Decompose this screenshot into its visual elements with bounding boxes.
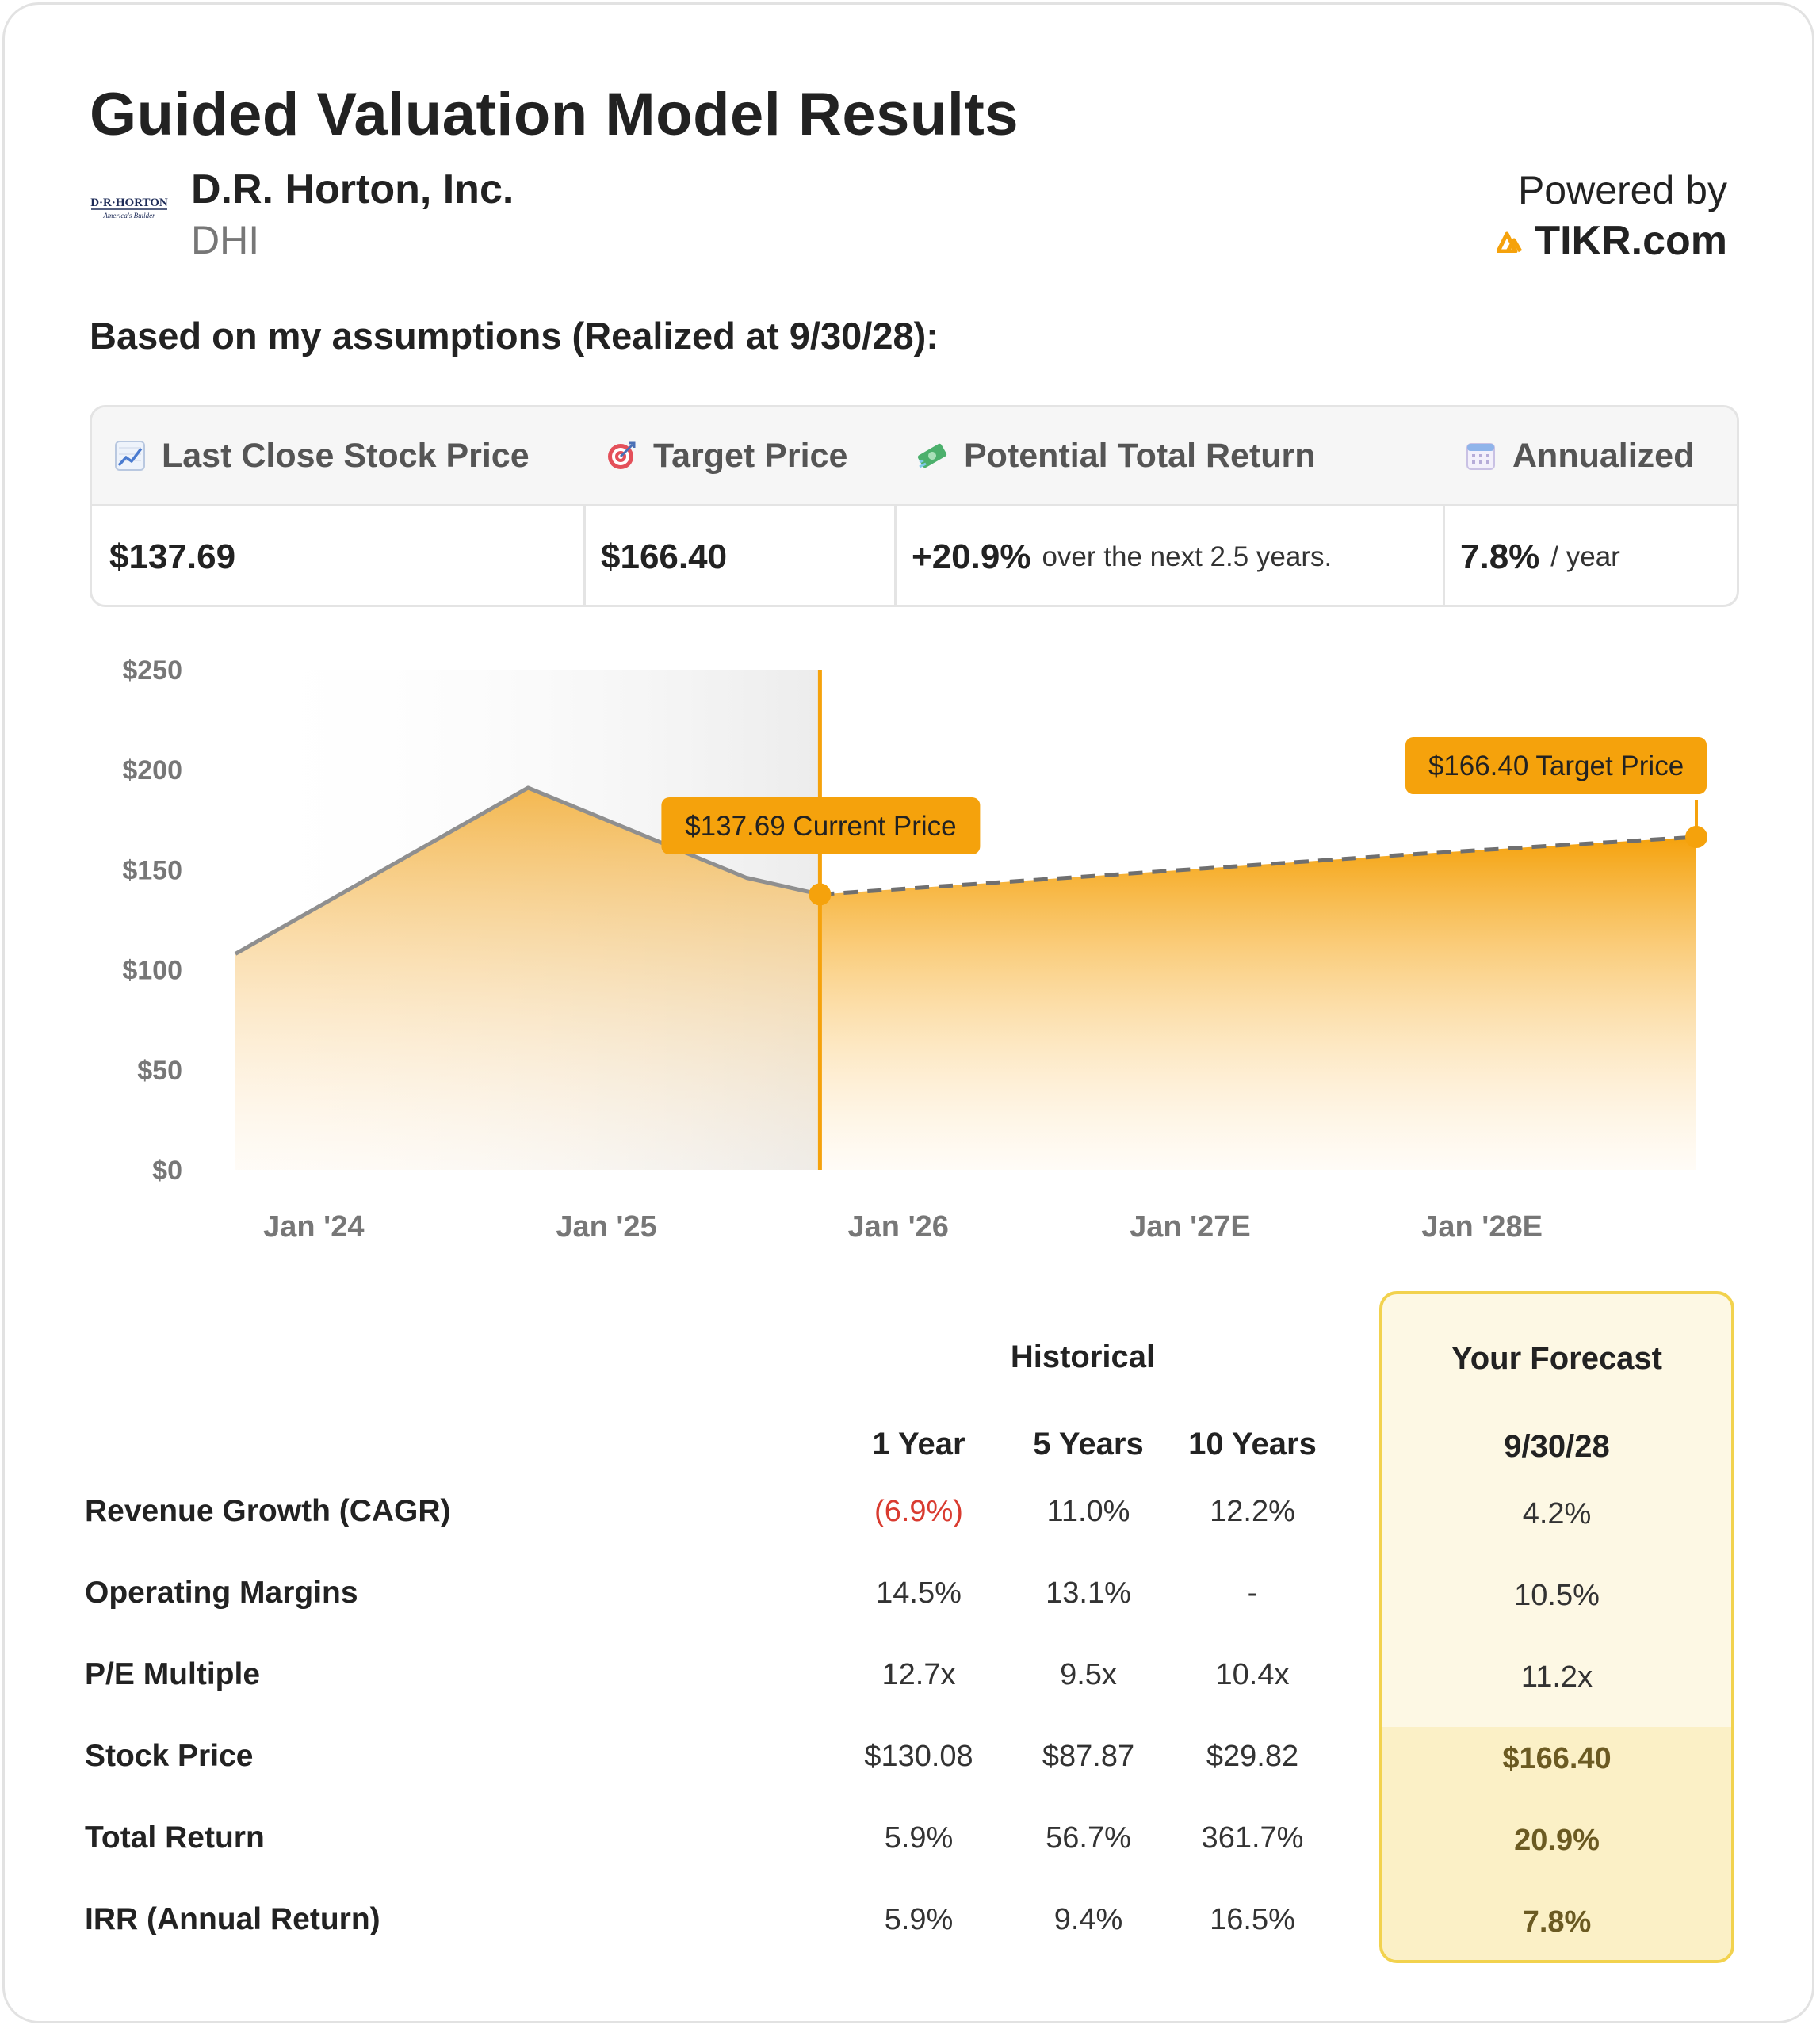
target-label: Target Price bbox=[653, 436, 848, 475]
assumptions-subtitle: Based on my assumptions (Realized at 9/30/28): bbox=[90, 315, 939, 357]
total-return-label: Potential Total Return bbox=[964, 436, 1316, 475]
current-price-callout-text: $137.69 Current Price bbox=[685, 811, 957, 842]
metric-cell: 12.2% bbox=[1210, 1495, 1295, 1528]
x-tick-label: Jan '28E bbox=[1421, 1210, 1543, 1244]
forecast-header: Your Forecast bbox=[1451, 1341, 1662, 1376]
metric-cell: - bbox=[1247, 1576, 1258, 1610]
y-tick-label: $200 bbox=[122, 755, 182, 786]
annualized-suffix: / year bbox=[1550, 541, 1620, 572]
summary-annualized bbox=[1443, 407, 1739, 605]
metric-cell: 56.7% bbox=[1046, 1821, 1131, 1855]
target-icon bbox=[606, 440, 637, 472]
x-tick-label: Jan '27E bbox=[1130, 1210, 1251, 1244]
forecast-cell: 10.5% bbox=[1514, 1579, 1600, 1612]
money-flying-icon bbox=[916, 440, 948, 472]
summary-table bbox=[90, 405, 1739, 607]
total-return-suffix: over the next 2.5 years. bbox=[1042, 541, 1332, 572]
metric-row-label: Operating Margins bbox=[85, 1576, 358, 1610]
col-10-years: 10 Years bbox=[1188, 1427, 1317, 1462]
company-ticker: DHI bbox=[191, 218, 260, 262]
metric-cell: 9.4% bbox=[1053, 1903, 1123, 1936]
metric-cell: 5.9% bbox=[884, 1903, 954, 1936]
forecast-cell: 4.2% bbox=[1522, 1497, 1592, 1530]
brand-name: TIKR.com bbox=[1535, 218, 1727, 264]
metric-cell: 14.5% bbox=[876, 1576, 962, 1610]
y-axis bbox=[122, 655, 182, 1186]
col-forecast-date: 9/30/28 bbox=[1504, 1429, 1610, 1464]
svg-text:D·R·HORTON: D·R·HORTON bbox=[90, 197, 168, 209]
y-tick-label: $0 bbox=[152, 1156, 182, 1186]
metric-cell: 361.7% bbox=[1201, 1821, 1304, 1855]
forecast-cell: 7.8% bbox=[1522, 1905, 1592, 1939]
target-price-callout bbox=[1405, 737, 1707, 848]
forecast-cell: 11.2x bbox=[1520, 1660, 1593, 1694]
forecast-column bbox=[1379, 1291, 1734, 1963]
current-price-callout-point bbox=[809, 883, 831, 905]
y-tick-label: $250 bbox=[122, 655, 182, 686]
col-5-years: 5 Years bbox=[1033, 1427, 1144, 1462]
metric-cell: 5.9% bbox=[884, 1821, 954, 1855]
historical-header: Historical bbox=[1010, 1339, 1156, 1374]
svg-text:America's Builder: America's Builder bbox=[103, 212, 155, 220]
col-1-year: 1 Year bbox=[872, 1427, 965, 1462]
page-title: Guided Valuation Model Results bbox=[90, 81, 1019, 148]
brand[interactable] bbox=[1497, 217, 1727, 265]
metric-cell: (6.9%) bbox=[874, 1495, 963, 1528]
metric-row-label: IRR (Annual Return) bbox=[85, 1902, 380, 1936]
chart-increasing-icon bbox=[114, 440, 146, 472]
metric-cell: 10.4x bbox=[1215, 1658, 1290, 1691]
summary-last-close bbox=[92, 407, 586, 605]
y-tick-label: $150 bbox=[122, 855, 182, 886]
x-tick-label: Jan '26 bbox=[847, 1210, 949, 1244]
metric-cell: $130.08 bbox=[864, 1740, 973, 1773]
powered-by-label: Powered by bbox=[1517, 168, 1727, 212]
metric-cell: 9.5x bbox=[1060, 1658, 1117, 1691]
forecast-cell: $166.40 bbox=[1502, 1742, 1612, 1775]
y-tick-label: $50 bbox=[137, 1055, 182, 1086]
total-return-value: +20.9% bbox=[912, 537, 1031, 576]
company-name: D.R. Horton, Inc. bbox=[191, 166, 514, 212]
metric-cell: 11.0% bbox=[1046, 1495, 1130, 1528]
metric-cell: 16.5% bbox=[1210, 1903, 1295, 1936]
metrics-table bbox=[0, 1284, 1820, 1981]
target-price-callout-point bbox=[1685, 826, 1707, 848]
summary-target bbox=[583, 407, 897, 605]
last-close-value: $137.69 bbox=[109, 537, 236, 576]
metric-row-label: Total Return bbox=[85, 1821, 265, 1855]
last-close-label: Last Close Stock Price bbox=[162, 436, 530, 475]
metric-cell: 12.7x bbox=[881, 1658, 956, 1691]
y-tick-label: $100 bbox=[122, 955, 182, 986]
calendar-icon bbox=[1465, 440, 1497, 472]
metric-cell: $29.82 bbox=[1206, 1740, 1299, 1773]
x-tick-label: Jan '24 bbox=[263, 1210, 365, 1244]
summary-total-return bbox=[894, 407, 1445, 605]
target-value: $166.40 bbox=[601, 537, 728, 576]
x-tick-label: Jan '25 bbox=[556, 1210, 657, 1244]
price-chart bbox=[0, 634, 1820, 1268]
forecast-cell: 20.9% bbox=[1514, 1824, 1600, 1857]
tikr-logo-icon bbox=[1497, 229, 1524, 253]
metric-row-label: Revenue Growth (CAGR) bbox=[85, 1494, 451, 1528]
metric-row-label: Stock Price bbox=[85, 1739, 254, 1773]
company-logo bbox=[88, 193, 170, 222]
metric-cell: $87.87 bbox=[1042, 1740, 1135, 1773]
annualized-label: Annualized bbox=[1512, 436, 1695, 475]
metric-row-label: P/E Multiple bbox=[85, 1657, 261, 1691]
x-axis bbox=[263, 1210, 1543, 1244]
annualized-value: 7.8% bbox=[1460, 537, 1540, 576]
target-price-callout-text: $166.40 Target Price bbox=[1428, 751, 1684, 781]
metric-cell: 13.1% bbox=[1046, 1576, 1131, 1610]
